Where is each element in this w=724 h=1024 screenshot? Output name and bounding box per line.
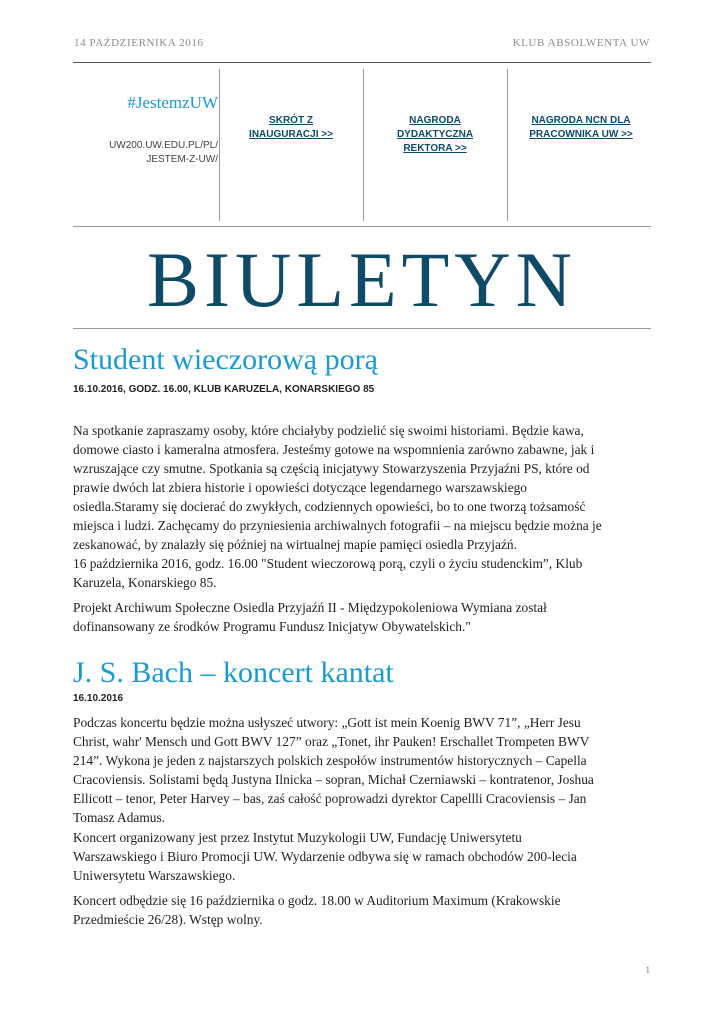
article-title: J. S. Bach – koncert kantat <box>73 656 394 689</box>
article-meta: 16.10.2016 <box>73 693 124 704</box>
article-paragraph: Koncert organizowany jest przez Instytut Muzykologii UW, Fundację Uniwersytetu Warszawskiego i Biuro Promocji UW. Wydarzenie odbywa się w ramach obchodów 200-lecia Uniwersytetu Warszawskiego. <box>73 830 577 883</box>
article-meta: 16.10.2016, GODZ. 16.00, KLUB KARUZELA, KONARSKIEGO 85 <box>73 384 375 395</box>
article-paragraph: Na spotkanie zapraszamy osoby, które chciałyby podzielić się swoimi historiami. Będzie kawa, domowe ciasto i kameralna atmosfera. Jesteśmy gotowe na wspomnienia zarówno zabawne, jak i wzruszające czy smutne. Spotkania są częścią inicjatywy Stowarzyszenia Przyjaźni PS, które od prawie dwóch lat zbiera historie i opowieści dotyczące legendarnego warszawskiego osiedla.Staramy się docierać do zwykłych, codziennych opowieści, bo to one tworzą tożsamość miejsca i ludzi. Zachęcamy do przyniesienia archiwalnych fotografii – na miejscu będzie można je zeskanować, by znalazły się później na wirtualnej mapie pamięci osiedla Przyjaźń. <box>73 423 602 552</box>
url-line-1: UW200.UW.EDU.PL/PL/ <box>109 140 218 151</box>
nav-link-inauguration[interactable]: SKRÓT Z INAUGURACJI >> <box>249 115 333 140</box>
nav-divider <box>507 69 508 221</box>
club-name: KLUB ABSOLWENTA UW <box>512 37 650 49</box>
nav-bottom-divider <box>73 226 651 227</box>
issue-date: 14 PAŹDZIERNIKA 2016 <box>74 37 204 49</box>
masthead-title: BIULETYN <box>147 236 577 323</box>
article-paragraph: Podczas koncertu będzie można usłyszeć utwory: „Gott ist mein Koenig BWV 71”, „Herr Jesu Christ, wahr' Mensch und Gott BWV 127” oraz „Tonet, ihr Pauken! Erschallet Trompeten BWV 214”. Wykona je jeden z najstarszych polskich zespołów instrumentów historycznych – Capella Cracoviensis. Solistami będą Justyna Ilnicka – sopran, Michał Czerniawski – kontratenor, Joshua Ellicott – tenor, Peter Harvey – bas, zaś całość poprowadzi dyrektor Capellli Cracoviensis – Jan Tomasz Adamus. <box>73 715 594 825</box>
article-paragraph: 16 października 2016, godz. 16.00 "Student wieczorową porą, czyli o życiu studenckim”, Klub Karuzela, Konarskiego 85. <box>73 556 583 590</box>
article-paragraph: Koncert odbędzie się 16 października o godz. 18.00 w Auditorium Maximum (Krakowskie Przedmieście 26/28). Wstęp wolny. <box>73 893 561 927</box>
nav-divider <box>219 69 220 221</box>
page-number: 1 <box>645 965 650 975</box>
hashtag-link[interactable]: #JestemzUW <box>127 93 218 112</box>
nav-divider <box>363 69 364 221</box>
nav-bar <box>73 69 651 221</box>
masthead-divider <box>73 328 651 329</box>
campaign-url[interactable] <box>73 139 218 167</box>
top-divider <box>73 62 651 63</box>
article-paragraph: Projekt Archiwum Społeczne Osiedla Przyjaźń II - Międzypokoleniowa Wymiana został dofinansowany ze środków Programu Fundusz Inicjatyw Obywatelskich." <box>73 600 547 634</box>
nav-link-ncn-award[interactable]: NAGRODA NCN DLA PRACOWNIKA UW >> <box>529 115 633 140</box>
url-line-2: JESTEM-Z-UW/ <box>146 154 218 165</box>
nav-link-teaching-award[interactable]: NAGRODA DYDAKTYCZNA REKTORA >> <box>396 115 474 154</box>
article-title: Student wieczorową porą <box>73 343 378 376</box>
